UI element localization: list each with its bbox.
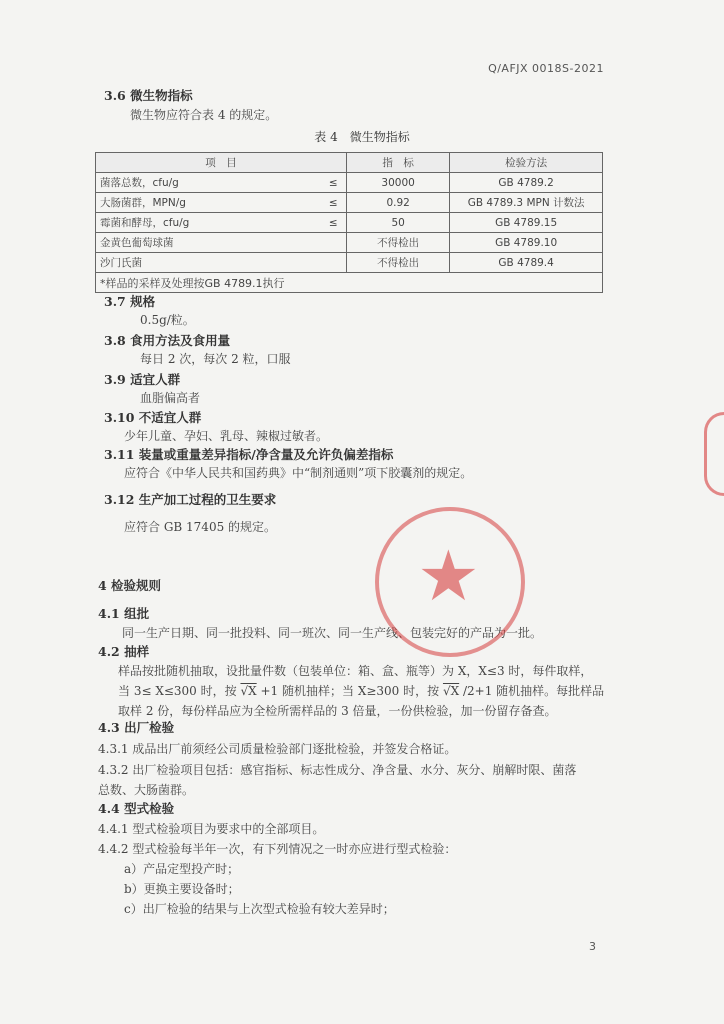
- row-item: 沙门氏菌: [96, 253, 321, 273]
- row-method: GB 4789.4: [450, 253, 603, 273]
- table-row: [96, 193, 603, 213]
- section-4-4-2-a: a）产品定型投产时；: [124, 862, 240, 876]
- row-operator: ≤: [321, 213, 347, 233]
- section-4-2-line1: 样品按批随机抽取，设批量件数（包装单位：箱、盒、瓶等）为 X，X≤3 时，每件取样，: [118, 664, 593, 678]
- section-3-12-title: 3.12 生产加工过程的卫生要求: [104, 492, 277, 507]
- table-note: *样品的采样及处理按GB 4789.1执行: [96, 273, 603, 293]
- section-3-8-body: 每日 2 次，每次 2 粒，口服: [140, 352, 291, 366]
- side-seal-stamp: [704, 412, 724, 496]
- row-operator: [321, 233, 347, 253]
- seal-star-icon: ★: [417, 535, 480, 617]
- section-4-4-2-b: b）更换主要设备时；: [124, 882, 240, 896]
- section-3-9-body: 血脂偏高者: [140, 391, 201, 405]
- row-limit: 30000: [347, 173, 450, 193]
- row-operator: ≤: [321, 193, 347, 213]
- section-4-3-title: 4.3 出厂检验: [98, 720, 175, 735]
- section-4-1-title: 4.1 组批: [98, 606, 150, 621]
- section-4-4-2: 4.4.2 型式检验每半年一次，有下列情况之一时亦应进行型式检验：: [98, 842, 457, 856]
- line2-part-c: /2+1 随机抽样。每批样品: [463, 684, 605, 698]
- section-3-7-title: 3.7 规格: [104, 294, 156, 309]
- page-number: 3: [589, 940, 596, 953]
- line2-part-b: +1 随机抽样；当 X≥300 时，按: [260, 684, 440, 698]
- row-method: GB 4789.10: [450, 233, 603, 253]
- section-3-11-title: 3.11 装量或重量差异指标/净含量及允许负偏差指标: [104, 447, 394, 462]
- section-3-6-title: 3.6 微生物指标: [104, 88, 193, 103]
- header-limit: 指 标: [347, 153, 450, 173]
- section-3-6-body: 微生物应符合表 4 的规定。: [130, 108, 278, 122]
- section-3-12-body: 应符合 GB 17405 的规定。: [124, 520, 277, 534]
- row-item: 霉菌和酵母，cfu/g: [96, 213, 321, 233]
- row-method: GB 4789.2: [450, 173, 603, 193]
- table-row: [96, 213, 603, 233]
- section-4-4-title: 4.4 型式检验: [98, 801, 175, 816]
- section-4-2-title: 4.2 抽样: [98, 644, 150, 659]
- section-4-2-line2: [118, 682, 604, 699]
- row-operator: [321, 253, 347, 273]
- row-operator: ≤: [321, 173, 347, 193]
- section-4-4-2-c: c）出厂检验的结果与上次型式检验有较大差异时；: [124, 902, 395, 916]
- section-4-3-2-cont: 总数、大肠菌群。: [98, 783, 195, 797]
- header-method: 检验方法: [450, 153, 603, 173]
- table-row: [96, 253, 603, 273]
- section-3-9-title: 3.9 适宜人群: [104, 372, 181, 387]
- row-item: 金黄色葡萄球菌: [96, 233, 321, 253]
- section-4-1-body: 同一生产日期、同一批投料、同一班次、同一生产线、包装完好的产品为一批。: [122, 626, 543, 640]
- document-code: Q/AFJX 0018S-2021: [488, 62, 604, 75]
- header-item: 项 目: [96, 153, 347, 173]
- table-note-row: [96, 273, 603, 293]
- table-row: [96, 173, 603, 193]
- section-4-4-1: 4.4.1 型式检验项目为要求中的全部项目。: [98, 822, 325, 836]
- section-3-10-title: 3.10 不适宜人群: [104, 410, 202, 425]
- section-3-11-body: 应符合《中华人民共和国药典》中“制剂通则”项下胶囊剂的规定。: [124, 466, 473, 480]
- section-3-8-title: 3.8 食用方法及食用量: [104, 333, 231, 348]
- microbial-indicator-table: [95, 152, 603, 293]
- row-method: GB 4789.3 MPN 计数法: [450, 193, 603, 213]
- line2-part-a: 当 3≤ X≤300 时，按: [118, 684, 237, 698]
- section-4-3-1: 4.3.1 成品出厂前须经公司质量检验部门逐批检验，并签发合格证。: [98, 742, 457, 756]
- table-row: [96, 233, 603, 253]
- row-limit: 50: [347, 213, 450, 233]
- row-item: 菌落总数，cfu/g: [96, 173, 321, 193]
- sqrt-x-b: √X: [442, 684, 460, 698]
- row-limit: 0.92: [347, 193, 450, 213]
- row-item: 大肠菌群，MPN/g: [96, 193, 321, 213]
- sqrt-x-a: √X: [240, 684, 257, 698]
- section-4-3-2: 4.3.2 出厂检验项目包括：感官指标、标志性成分、净含量、水分、灰分、崩解时限、菌落: [98, 763, 577, 777]
- row-limit: 不得检出: [347, 233, 450, 253]
- section-4-2-line3: 取样 2 份，每份样品应为全检所需样品的 3 倍量，一份供检验，加一份留存备查。: [118, 704, 557, 718]
- table-4-title: 表 4 微生物指标: [314, 130, 410, 144]
- company-seal-stamp: [375, 507, 525, 657]
- section-4-title: 4 检验规则: [98, 578, 162, 593]
- row-method: GB 4789.15: [450, 213, 603, 233]
- section-3-10-body: 少年儿童、孕妇、乳母、辣椒过敏者。: [124, 429, 329, 443]
- row-limit: 不得检出: [347, 253, 450, 273]
- section-3-7-body: 0.5g/粒。: [140, 313, 195, 327]
- table-header-row: [96, 153, 603, 173]
